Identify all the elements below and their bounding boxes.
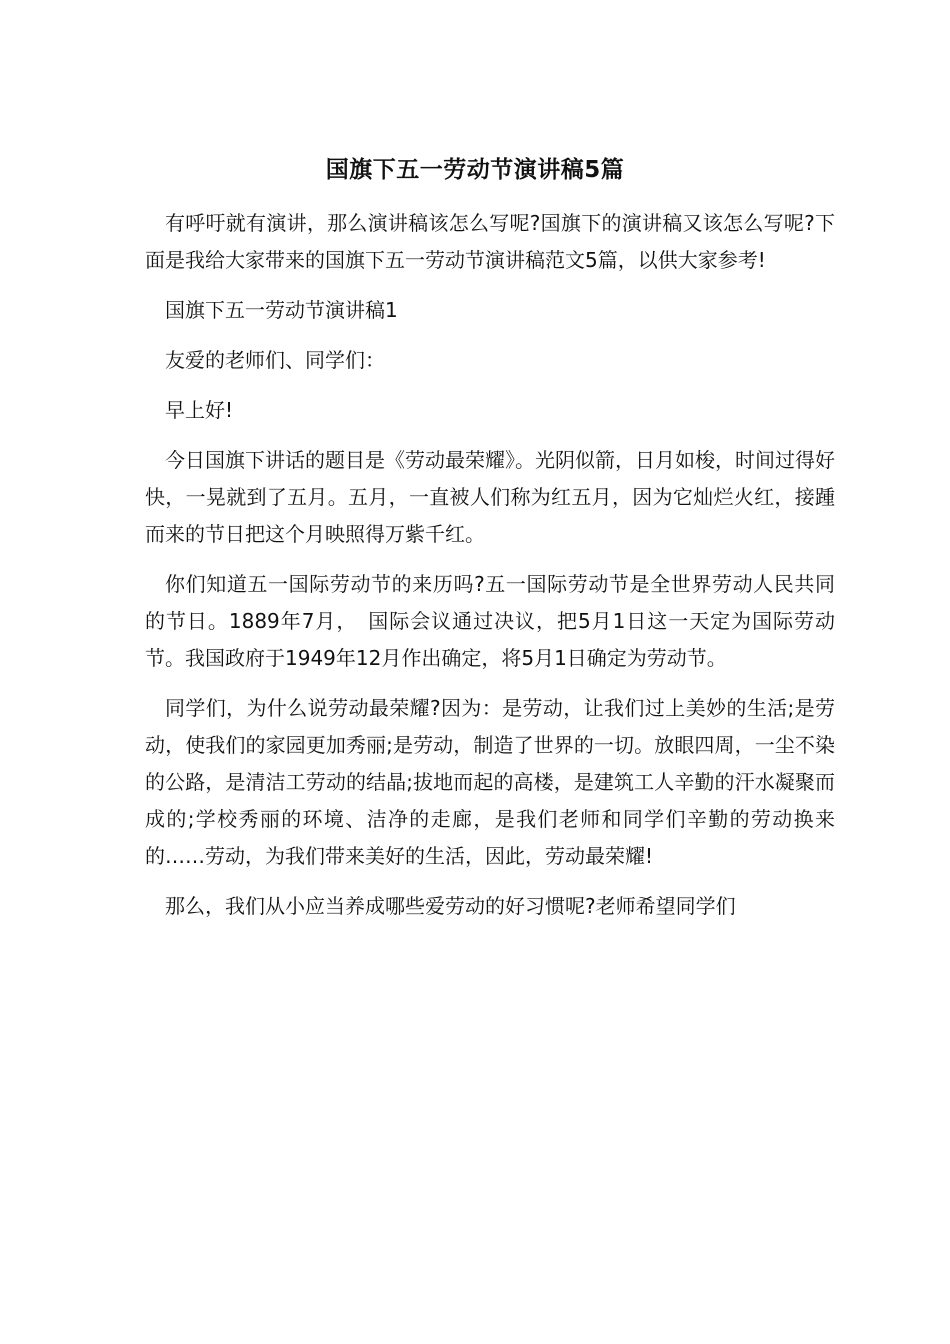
paragraph-history: 你们知道五一国际劳动节的来历吗?五一国际劳动节是全世界劳动人民共同的节日。1889年7月， 国际会议通过决议，把5月1日这一天定为国际劳动节。我国政府于1949年12月作出确定，将5月1日确定为劳动节。 <box>145 572 835 670</box>
paragraph-intro: 有呼吁就有演讲，那么演讲稿该怎么写呢?国旗下的演讲稿又该怎么写呢?下面是我给大家带来的国旗下五一劳动节演讲稿范文5篇，以供大家参考! <box>145 211 835 272</box>
paragraph-greeting: 友爱的老师们、同学们： <box>165 348 385 372</box>
paragraph-why-labor: 同学们，为什么说劳动最荣耀?因为：是劳动，让我们过上美妙的生活;是劳动，使我们的家园更加秀丽;是劳动，制造了世界的一切。放眼四周，一尘不染的公路，是清洁工劳动的结晶;拔地而起的高楼，是建筑工人辛勤的汗水凝聚而成的;学校秀丽的环境、洁净的走廊，是我们老师和同学们辛勤的劳动换来的……劳动，为我们带来美好的生活，因此，劳动最荣耀! <box>145 696 835 868</box>
document-body <box>145 205 835 938</box>
paragraph-habits: 那么，我们从小应当养成哪些爱劳动的好习惯呢?老师希望同学们 <box>165 894 736 918</box>
paragraph-good-morning: 早上好! <box>165 398 234 422</box>
paragraph-topic: 今日国旗下讲话的题目是《劳动最荣耀》。光阴似箭，日月如梭，时间过得好快，一晃就到了五月。五月，一直被人们称为红五月，因为它灿烂火红，接踵而来的节日把这个月映照得万紫千红。 <box>145 448 835 546</box>
document-title: 国旗下五一劳动节演讲稿5篇 <box>325 157 625 183</box>
paragraph-speech-heading: 国旗下五一劳动节演讲稿1 <box>165 298 398 322</box>
